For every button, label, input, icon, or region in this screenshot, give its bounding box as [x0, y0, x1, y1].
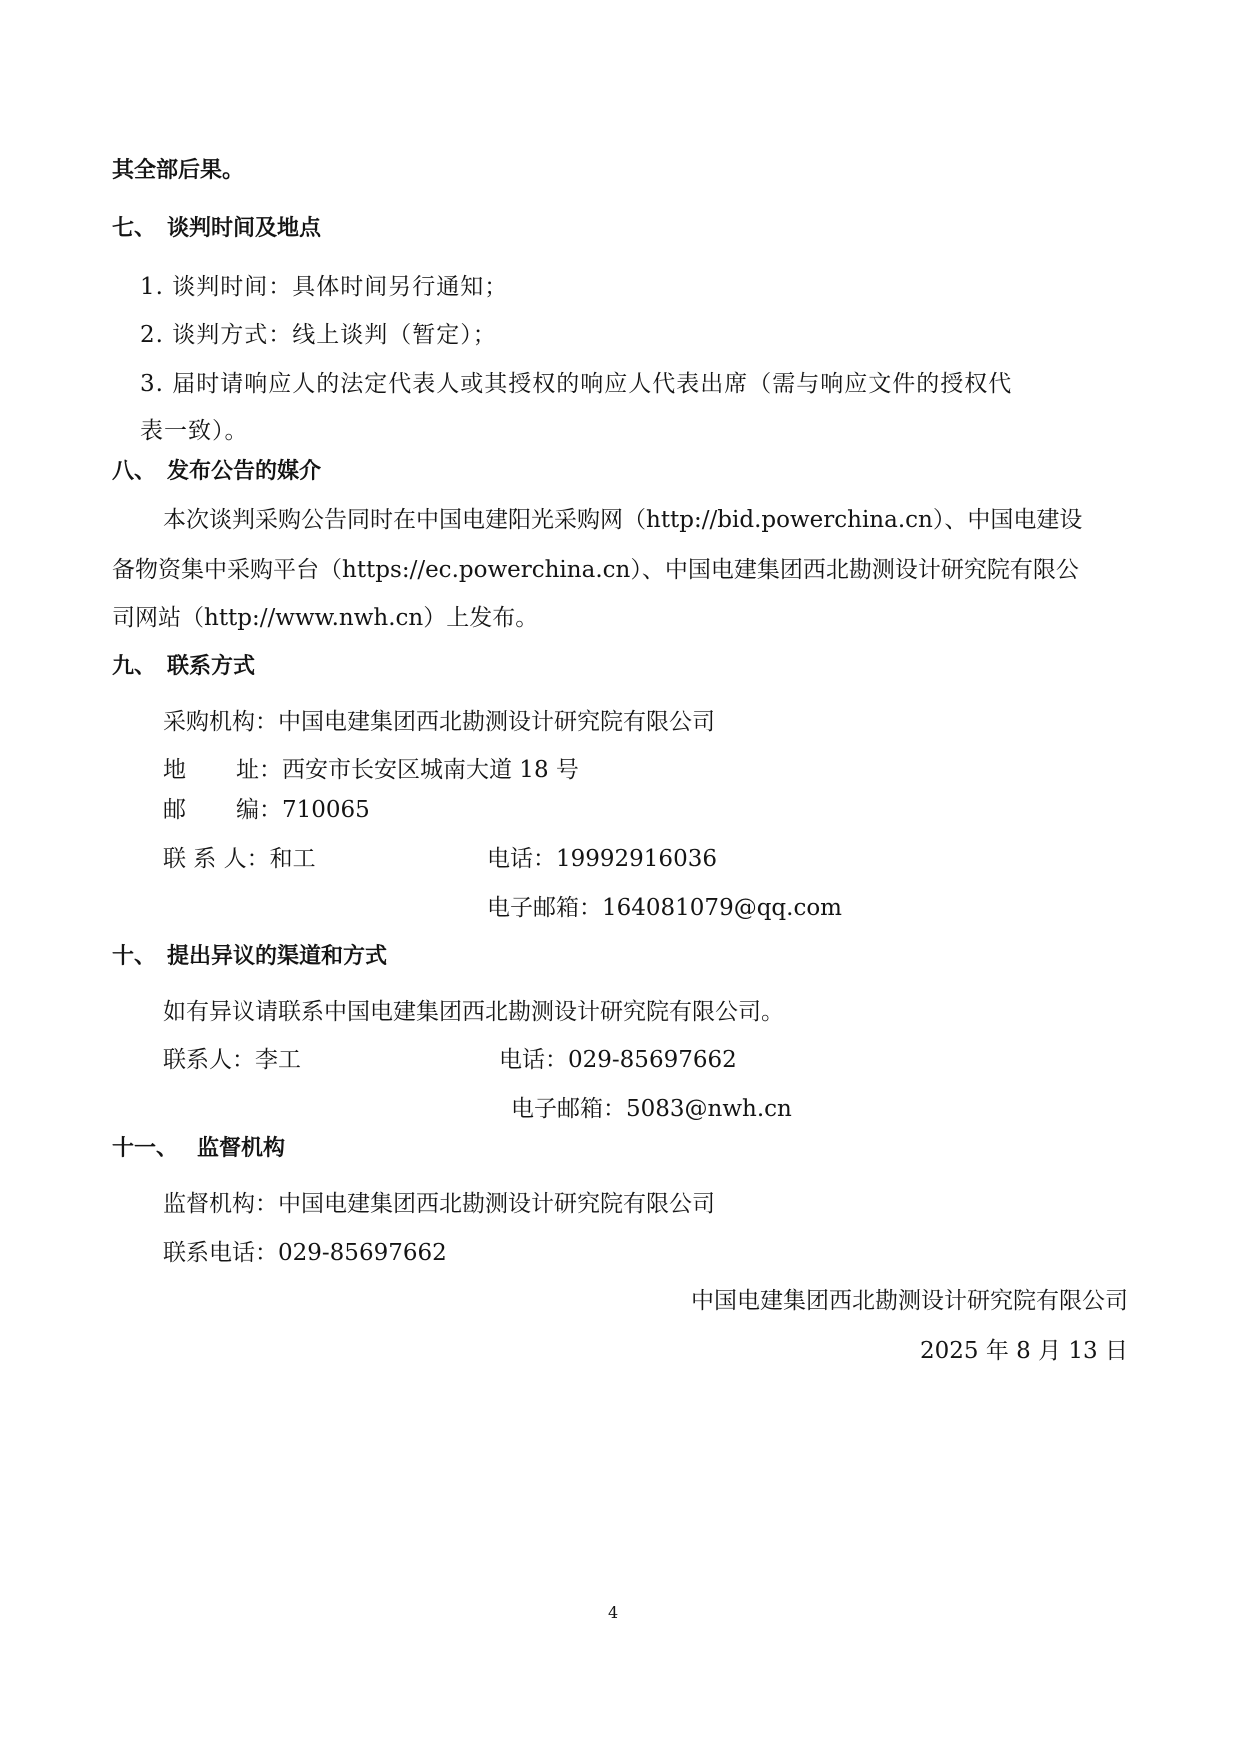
contact-phone-value: 19992916036	[556, 846, 717, 872]
zip-value: 710065	[282, 797, 370, 823]
section7-number: 七、	[112, 216, 157, 241]
zip-row	[163, 795, 370, 825]
address-label-2: 址：	[236, 757, 282, 783]
section7-title: 谈判时间及地点	[167, 216, 322, 241]
supervision-org-value: 中国电建集团西北勘测设计研究院有限公司	[278, 1191, 715, 1217]
section8-title: 发布公告的媒介	[167, 459, 322, 484]
procurement-org-value: 中国电建集团西北勘测设计研究院有限公司	[278, 709, 715, 735]
contact-email-row	[487, 893, 842, 923]
section7-item-1: 1. 谈判时间：具体时间另行通知；	[140, 274, 509, 300]
section10-number: 十、	[112, 944, 157, 969]
objection-contact-row	[163, 1045, 301, 1075]
section8-heading	[112, 457, 321, 487]
contact-person-value: 和工	[269, 846, 316, 872]
section7-item-3: 3. 届时请响应人的法定代表人或其授权的响应人代表出席（需与响应文件的授权代	[140, 371, 1013, 397]
objection-email-row	[511, 1094, 792, 1124]
objection-phone-value: 029-85697662	[568, 1047, 737, 1073]
signature-date: 2025 年 8 月 13 日	[920, 1338, 1128, 1364]
section7-heading	[112, 214, 321, 244]
section11-title: 监督机构	[197, 1136, 286, 1161]
zip-label-1: 邮	[163, 797, 186, 823]
section9-heading	[112, 652, 255, 682]
contact-email-value: 164081079@qq.com	[602, 895, 842, 921]
section8-line-3: 司网站（http://www.nwh.cn）上发布。	[112, 605, 539, 631]
objection-intro: 如有异议请联系中国电建集团西北勘测设计研究院有限公司。	[163, 999, 784, 1025]
section7-item-3-cont: 表一致）。	[140, 418, 249, 444]
procurement-org-label: 采购机构：	[163, 709, 278, 735]
supervision-phone-label: 联系电话：	[163, 1240, 278, 1266]
section9-title: 联系方式	[167, 654, 256, 679]
section11-heading	[112, 1134, 285, 1164]
objection-email-label: 电子邮箱：	[511, 1096, 626, 1122]
section8-line-1: 本次谈判采购公告同时在中国电建阳光采购网（http://bid.powerchina.cn）、中国电建设	[163, 507, 1083, 533]
objection-phone-label: 电话：	[499, 1047, 568, 1073]
supervision-phone-row	[163, 1238, 447, 1268]
objection-email-value: 5083@nwh.cn	[626, 1096, 792, 1122]
objection-contact-value: 李工	[255, 1047, 301, 1073]
contact-person-label: 联 系 人：	[163, 846, 270, 872]
section10-heading	[112, 942, 387, 972]
address-row	[163, 755, 579, 785]
contact-email-label: 电子邮箱：	[487, 895, 602, 921]
page-number: 4	[608, 1603, 619, 1622]
objection-contact-label: 联系人：	[163, 1047, 255, 1073]
address-label-1: 地	[163, 757, 186, 783]
contact-phone-row	[487, 844, 717, 874]
contact-person-row	[163, 844, 316, 874]
address-value: 西安市长安区城南大道 18 号	[282, 757, 579, 783]
contact-phone-label: 电话：	[487, 846, 556, 872]
procurement-org-row	[163, 707, 715, 737]
section9-number: 九、	[112, 654, 157, 679]
zip-label-2: 编：	[236, 797, 282, 823]
supervision-phone-value: 029-85697662	[278, 1240, 447, 1266]
section7-item-2: 2. 谈判方式：线上谈判（暂定）；	[140, 322, 497, 348]
supervision-org-row	[163, 1189, 715, 1219]
section10-title: 提出异议的渠道和方式	[167, 944, 388, 969]
objection-phone-row	[499, 1045, 737, 1075]
section11-number: 十一、	[112, 1136, 179, 1161]
carry-over-text: 其全部后果。	[112, 158, 245, 183]
supervision-org-label: 监督机构：	[163, 1191, 278, 1217]
section8-line-2: 备物资集中采购平台（https://ec.powerchina.cn）、中国电建集团西北勘测设计研究院有限公	[112, 557, 1079, 583]
section8-number: 八、	[112, 459, 157, 484]
signature-org: 中国电建集团西北勘测设计研究院有限公司	[691, 1288, 1128, 1314]
